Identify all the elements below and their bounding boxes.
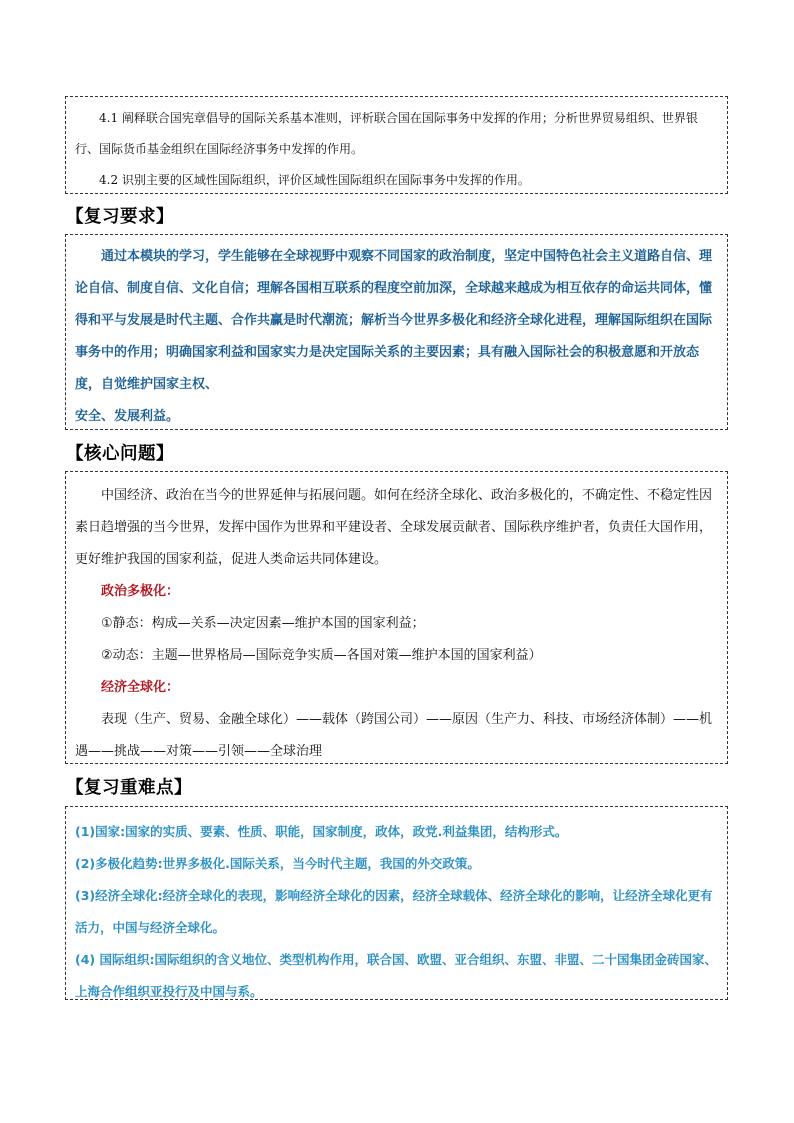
core-issues-box [65, 471, 728, 764]
standard-4-2: 4.2 识别主要的区域性国际组织，评价区域性国际组织在国际事务中发挥的作用。 [99, 173, 530, 187]
standard-4-1: 4.1 阐释联合国宪章倡导的国际关系基本准则，评析联合国在国际事务中发挥的作用；分析世界贸易组织、世界银行、国际货币基金组织在国际经济事务中发挥的作用。 [75, 111, 698, 156]
review-requirements-tail: 安全、发展利益。 [75, 409, 180, 424]
core-issues-heading: 【核心问题】 [66, 444, 174, 464]
key-point-2: (2)多极化趋势:世界多极化.国际关系，当今时代主题，我国的外交政策。 [75, 856, 480, 871]
political-dynamic: ②动态：主题—世界格局—国际竞争实质—各国对策—维护本国的国家利益） [101, 648, 542, 663]
key-points-box [65, 806, 728, 1000]
review-requirements-heading: 【复习要求】 [66, 207, 174, 227]
political-static: ①静态：构成—关系—决定因素—维护本国的国家利益； [101, 616, 425, 631]
review-requirements-paragraph: 通过本模块的学习，学生能够在全球视野中观察不同国家的政治制度，坚定中国特色社会主义道路自信、理论自信、制度自信、文化自信；理解各国相互联系的程度空前加深，全球越来越成为相互依存的命运共同体，懂得和平与发展是时代主题、合作共赢是时代潮流；解析当今世界多极化和经济全球化进程，理解国际组织在国际事务中的作用；明确国家利益和国家实力是决定国际关系的主要因素；具有融入国际社会的积极意愿和开放态度，自觉维护国家主权、 [75, 249, 713, 392]
economic-globalization-title: 经济全球化： [101, 680, 180, 695]
standards-box [65, 96, 728, 194]
key-point-3: (3)经济全球化:经济全球化的表现，影响经济全球化的因素，经济全球载体、经济全球化的影响，让经济全球化更有活力，中国与经济全球化。 [75, 888, 713, 935]
political-multipolarity-title: 政治多极化： [101, 584, 180, 599]
key-point-4: (4) 国际组织:国际组织的含义地位、类型机构作用，联合国、欧盟、亚合组织、东盟、非盟、二十国集团金砖国家、上海合作组织亚投行及中国与系。 [75, 952, 717, 999]
economic-globalization-chain: 表现（生产、贸易、金融全球化）——载体（跨国公司）——原因（生产力、科技、市场经济体制）——机遇——挑战——对策——引领——全球治理 [75, 712, 713, 759]
key-points-heading: 【复习重难点】 [66, 778, 192, 798]
review-requirements-box [65, 234, 728, 430]
key-point-1: (1)国家:国家的实质、要素、性质、职能，国家制度，政体，政党.利益集团，结构形式。 [75, 824, 568, 839]
core-issues-intro: 中国经济、政治在当今的世界延伸与拓展问题。如何在经济全球化、政治多极化的，不确定性、不稳定性因素日趋增强的当今世界，发挥中国作为世界和平建设者、全球发展贡献者、国际秩序维护者，负责任大国作用，更好维护我国的国家利益，促进人类命运共同体建设。 [75, 488, 713, 567]
